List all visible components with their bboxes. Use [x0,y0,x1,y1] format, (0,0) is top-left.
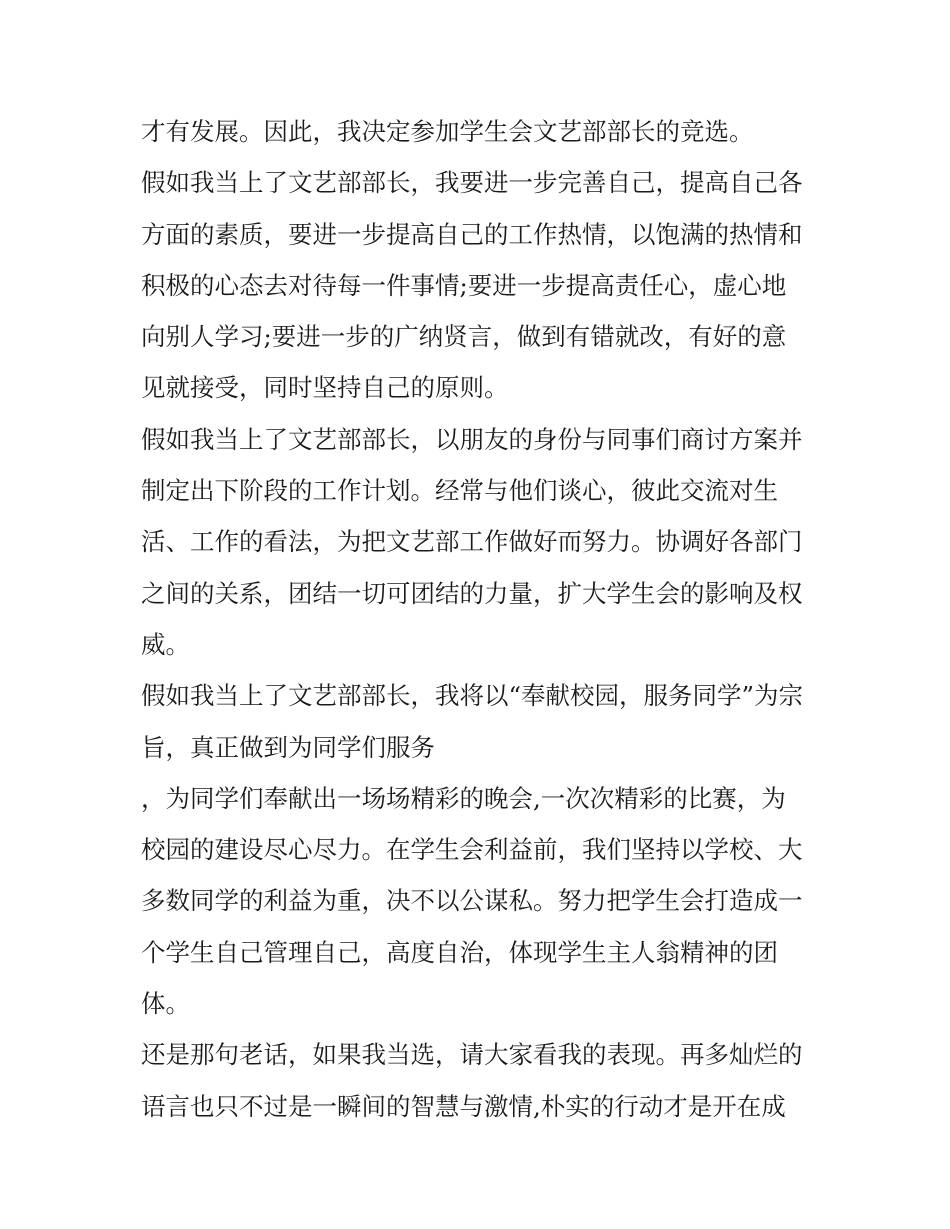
text-line: 活、工作的看法，为把文艺部工作做好而努力。协调好各部门 [141,527,803,557]
text-line: 校园的建设尽心尽力。在学生会利益前，我们坚持以学校、大 [141,835,803,865]
text-line: 个学生自己管理自己，高度自治，体现学生主人翁精神的团 [141,937,778,967]
text-line: 体。 [141,989,190,1019]
text-line: 之间的关系，团结一切可团结的力量，扩大学生会的影响及权 [141,578,803,608]
body-text [141,106,821,1132]
text-line: 制定出下阶段的工作计划。经常与他们谈心，彼此交流对生 [141,476,778,506]
text-line: 威。 [141,629,190,659]
text-line: 假如我当上了文艺部部长，我要进一步完善自己，提高自己各 [141,168,803,198]
text-line: 见就接受，同时坚持自己的原则。 [141,373,509,403]
text-line: 还是那句老话，如果我当选，请大家看我的表现。再多灿烂的 [141,1040,803,1070]
text-line: 假如我当上了文艺部部长，我将以“奉献校园，服务同学”为宗 [141,681,804,711]
text-line: 语言也只不过是一瞬间的智慧与激情,朴实的行动才是开在成 [141,1091,786,1121]
text-line: 旨，真正做到为同学们服务 [141,732,435,762]
text-line: 多数同学的利益为重，决不以公谋私。努力把学生会打造成一 [141,886,803,916]
text-line: 假如我当上了文艺部部长，以朋友的身份与同事们商讨方案并 [141,424,803,454]
text-line: ，为同学们奉献出一场场精彩的晚会,一次次精彩的比赛，为 [141,783,786,813]
text-line: 积极的心态去对待每一件事情;要进一步提高责任心，虚心地 [141,270,787,300]
text-line: 才有发展。因此，我决定参加学生会文艺部部长的竞选。 [141,117,754,146]
text-line: 向别人学习;要进一步的广纳贤言，做到有错就改，有好的意 [141,322,787,352]
text-line: 方面的素质，要进一步提高自己的工作热情，以饱满的热情和 [141,219,803,249]
